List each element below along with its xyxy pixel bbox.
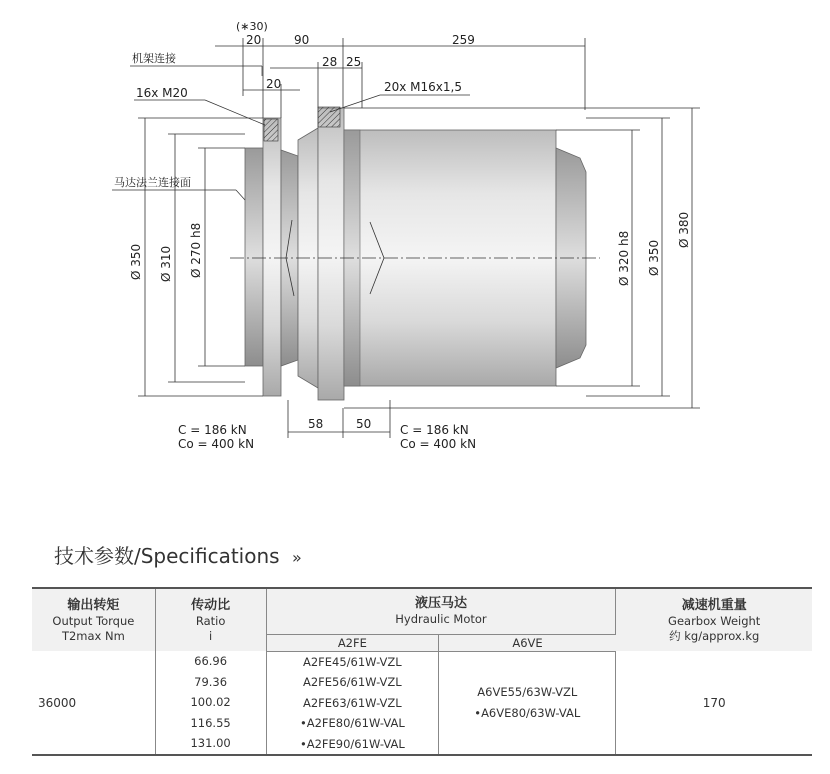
header-torque: 输出转矩 Output Torque T2max Nm <box>32 588 155 651</box>
motor-model: A2FE45/61W-VZL <box>302 654 402 669</box>
motor-model: A2FE56/61W-VZL <box>302 675 402 689</box>
ratio-value: 131.00 <box>190 736 231 751</box>
dim-d320: Ø 320 h8 <box>617 230 631 286</box>
ratio-value: 66.96 <box>194 654 228 669</box>
motor-model: •A2FE90/61W-VAL <box>299 736 405 751</box>
ratio-value: 116.55 <box>190 715 231 730</box>
dim-28: 28 <box>322 55 338 69</box>
motor-model: •A6VE80/63W-VAL <box>474 705 581 720</box>
left-flange-ring <box>263 118 281 396</box>
double-chevron-icon: » <box>291 548 302 567</box>
ratio-value: 79.36 <box>194 674 228 689</box>
label-frame-connection: 机架连接 <box>132 52 176 65</box>
dim-90: 90 <box>294 33 310 47</box>
left-flange-disc <box>245 148 263 366</box>
motor-model: A2FE63/61W-VZL <box>302 695 402 710</box>
header-a2fe: A2FE <box>266 634 439 651</box>
label-motor-flange: 马达法兰连接面 <box>114 176 191 189</box>
ratio-value: 100.02 <box>190 695 231 710</box>
header-a6ve: A6VE <box>439 634 616 651</box>
load-left-co: Co = 400 kN <box>178 437 255 451</box>
dim-50: 50 <box>356 417 372 431</box>
dim-star30: (∗30) <box>236 20 268 33</box>
cell-torque: 36000 <box>32 651 155 755</box>
specifications-table <box>32 587 812 756</box>
section-title-text: 技术参数/Specifications <box>54 544 280 568</box>
cell-a6ve <box>439 651 616 755</box>
dim-20: 20 <box>246 33 262 47</box>
dim-d350-right: Ø 350 <box>647 239 661 276</box>
label-bolt-right: 20x M16x1,5 <box>384 80 462 94</box>
cell-weight: 170 <box>616 651 812 755</box>
gearbox-body <box>245 107 586 400</box>
right-flange-ring <box>318 108 344 400</box>
dim-d350-left: Ø 350 <box>129 243 143 280</box>
cell-a2fe <box>266 651 439 755</box>
load-left-c: C = 186 kN <box>178 423 247 437</box>
bolt-hatch-left <box>264 119 278 141</box>
label-bolt-left: 16x M20 <box>136 86 188 100</box>
motor-model: A6VE55/63W-VZL <box>477 685 578 700</box>
motor-model: •A2FE80/61W-VAL <box>299 716 405 730</box>
bottom-dimensions <box>288 400 390 438</box>
dim-25: 25 <box>346 55 362 69</box>
header-motor: 液压马达 Hydraulic Motor <box>266 588 616 634</box>
load-right-co: Co = 400 kN <box>400 437 477 451</box>
dim-d270: Ø 270 h8 <box>189 222 203 278</box>
dim-259: 259 <box>452 33 475 47</box>
dim-58: 58 <box>308 417 324 431</box>
load-right-c: C = 186 kN <box>400 423 469 437</box>
dim-20b: 20 <box>266 77 282 91</box>
cell-ratios <box>155 651 266 755</box>
header-ratio: 传动比 Ratio i <box>155 588 266 651</box>
dim-d380: Ø 380 <box>677 211 691 248</box>
dim-d310: Ø 310 <box>159 245 173 282</box>
header-weight: 减速机重量 Gearbox Weight 约 kg/approx.kg <box>616 588 812 651</box>
section-title <box>54 540 302 569</box>
